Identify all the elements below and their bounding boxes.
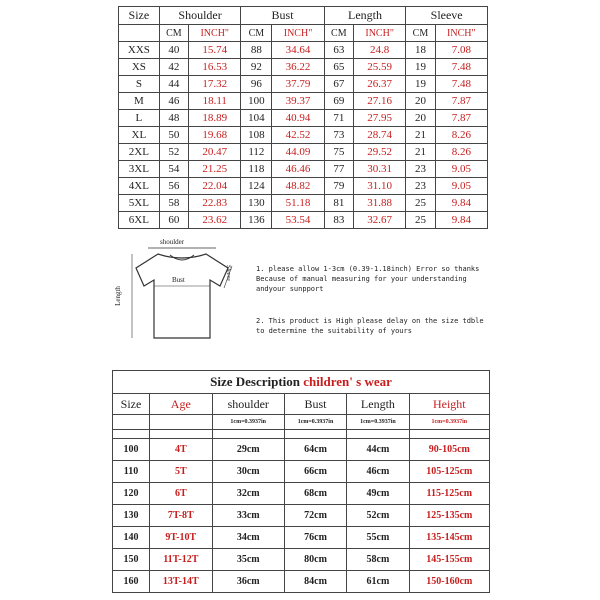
spacer-cell (113, 430, 150, 439)
cell-sleeve-cm: 21 (406, 144, 435, 161)
cell-height: 135-145cm (409, 527, 489, 549)
cell-shoulder-inch: 23.62 (189, 212, 241, 229)
unit-cm: CM (159, 25, 188, 42)
cell-length-inch: 27.95 (354, 110, 406, 127)
cell-length-inch: 29.52 (354, 144, 406, 161)
cell-shoulder-cm: 54 (159, 161, 188, 178)
cell-bust-inch: 40.94 (272, 110, 324, 127)
cell-sleeve-cm: 21 (406, 127, 435, 144)
cell-bust-cm: 104 (241, 110, 272, 127)
cell-shoulder-cm: 52 (159, 144, 188, 161)
children-table-row (113, 505, 490, 527)
cell-height: 150-160cm (409, 571, 489, 593)
unit-inch: INCH" (435, 25, 487, 42)
cell-sleeve-inch: 7.87 (435, 93, 487, 110)
tshirt-icon (120, 238, 245, 348)
header-shoulder: Shoulder (159, 7, 241, 25)
cell-sleeve-inch: 8.26 (435, 144, 487, 161)
cell-bust-inch: 36.22 (272, 59, 324, 76)
cell-length-cm: 73 (324, 127, 353, 144)
cell-length-cm: 65 (324, 59, 353, 76)
cell-bust-inch: 34.64 (272, 42, 324, 59)
cell-length-cm: 67 (324, 76, 353, 93)
cell-size: 100 (113, 439, 150, 461)
cell-height: 115-125cm (409, 483, 489, 505)
cell-bust-cm: 92 (241, 59, 272, 76)
cell-bust-cm: 88 (241, 42, 272, 59)
unit-inch: INCH" (189, 25, 241, 42)
cell-bust: 76cm (284, 527, 346, 549)
diagram-label-sleeve: Sleeve (225, 265, 231, 281)
conversion-length: 1cm=0.3937in (347, 415, 409, 430)
header-length: Length (324, 7, 406, 25)
conversion-blank (113, 415, 150, 430)
cell-shoulder-cm: 42 (159, 59, 188, 76)
cell-size: S (119, 76, 160, 93)
note-error-allowance: 1. please allow 1-3cm (0.39-1.18inch) Error so thanks Because of manual measuring for your understanding andyour sunpport (256, 265, 480, 293)
unit-inch: INCH" (272, 25, 324, 42)
cell-age: 4T (149, 439, 212, 461)
conversion-height: 1cm=0.3937in (409, 415, 489, 430)
children-table-row (113, 461, 490, 483)
cell-size: 120 (113, 483, 150, 505)
adult-table-row (119, 178, 488, 195)
cell-bust-cm: 108 (241, 127, 272, 144)
cell-bust: 72cm (284, 505, 346, 527)
cell-shoulder: 34cm (212, 527, 284, 549)
header-bust: Bust (241, 7, 324, 25)
adult-table-row (119, 161, 488, 178)
cell-length-inch: 30.31 (354, 161, 406, 178)
cell-size: XXS (119, 42, 160, 59)
cell-sleeve-inch: 9.84 (435, 195, 487, 212)
adult-table-row (119, 212, 488, 229)
conversion-shoulder: 1cm=0.3937in (212, 415, 284, 430)
cell-length: 58cm (347, 549, 409, 571)
cell-sleeve-cm: 20 (406, 110, 435, 127)
spacer-cell (212, 430, 284, 439)
adult-table-row (119, 127, 488, 144)
cell-height: 145-155cm (409, 549, 489, 571)
cell-bust-cm: 118 (241, 161, 272, 178)
adult-size-table (118, 6, 488, 229)
cell-length-inch: 25.59 (354, 59, 406, 76)
cell-sleeve-cm: 25 (406, 195, 435, 212)
cell-length-inch: 24.8 (354, 42, 406, 59)
cell-sleeve-inch: 7.48 (435, 59, 487, 76)
cell-shoulder-cm: 48 (159, 110, 188, 127)
cell-sleeve-inch: 7.08 (435, 42, 487, 59)
children-conversion-row (113, 415, 490, 430)
cell-bust-inch: 51.18 (272, 195, 324, 212)
cell-size: 150 (113, 549, 150, 571)
cell-length-inch: 26.37 (354, 76, 406, 93)
cell-size: 6XL (119, 212, 160, 229)
cell-sleeve-cm: 23 (406, 161, 435, 178)
adult-unit-row (119, 25, 488, 42)
cell-height: 125-135cm (409, 505, 489, 527)
adult-table-body (119, 42, 488, 229)
cell-shoulder-inch: 19.68 (189, 127, 241, 144)
cell-bust-inch: 39.37 (272, 93, 324, 110)
children-table-title (113, 371, 490, 394)
cell-length-cm: 83 (324, 212, 353, 229)
tshirt-measurement-diagram (113, 238, 245, 348)
cell-size: XL (119, 127, 160, 144)
cell-length: 55cm (347, 527, 409, 549)
children-header-row (113, 394, 490, 415)
cell-shoulder-cm: 56 (159, 178, 188, 195)
cell-bust-inch: 37.79 (272, 76, 324, 93)
cell-shoulder-cm: 44 (159, 76, 188, 93)
size-notes (256, 264, 496, 358)
cell-shoulder: 29cm (212, 439, 284, 461)
cell-shoulder-inch: 22.83 (189, 195, 241, 212)
cell-age: 6T (149, 483, 212, 505)
children-title-row (113, 371, 490, 394)
cell-length-inch: 31.10 (354, 178, 406, 195)
title-text: Size Description (210, 374, 301, 389)
adult-table-row (119, 144, 488, 161)
cell-length-cm: 71 (324, 110, 353, 127)
cell-size: 140 (113, 527, 150, 549)
cell-sleeve-inch: 7.87 (435, 110, 487, 127)
diagram-label-length: Length (113, 286, 122, 306)
adult-header-row (119, 7, 488, 25)
cell-length: 49cm (347, 483, 409, 505)
cell-shoulder-cm: 50 (159, 127, 188, 144)
cell-height: 90-105cm (409, 439, 489, 461)
cell-bust: 66cm (284, 461, 346, 483)
cell-shoulder-cm: 58 (159, 195, 188, 212)
cell-size: 3XL (119, 161, 160, 178)
cell-length-cm: 77 (324, 161, 353, 178)
cell-sleeve-cm: 23 (406, 178, 435, 195)
cell-bust-inch: 53.54 (272, 212, 324, 229)
cell-bust-cm: 112 (241, 144, 272, 161)
cell-height: 105-125cm (409, 461, 489, 483)
cell-age: 11T-12T (149, 549, 212, 571)
unit-cm: CM (406, 25, 435, 42)
cell-size: XS (119, 59, 160, 76)
cell-shoulder-inch: 15.74 (189, 42, 241, 59)
header-height: Height (409, 394, 489, 415)
header-length: Length (347, 394, 409, 415)
cell-bust: 80cm (284, 549, 346, 571)
conversion-bust: 1cm=0.3937in (284, 415, 346, 430)
cell-length-cm: 69 (324, 93, 353, 110)
cell-size: M (119, 93, 160, 110)
cell-sleeve-inch: 9.84 (435, 212, 487, 229)
unit-cm: CM (324, 25, 353, 42)
cell-shoulder: 35cm (212, 549, 284, 571)
adult-table-row (119, 76, 488, 93)
children-table-row (113, 571, 490, 593)
adult-table-row (119, 93, 488, 110)
cell-bust-cm: 96 (241, 76, 272, 93)
spacer-cell (347, 430, 409, 439)
cell-bust-inch: 48.82 (272, 178, 324, 195)
cell-sleeve-inch: 9.05 (435, 161, 487, 178)
spacer-cell (149, 430, 212, 439)
cell-length-cm: 79 (324, 178, 353, 195)
cell-bust-inch: 44.09 (272, 144, 324, 161)
cell-length: 52cm (347, 505, 409, 527)
cell-sleeve-cm: 20 (406, 93, 435, 110)
cell-length-inch: 27.16 (354, 93, 406, 110)
cell-bust: 84cm (284, 571, 346, 593)
diagram-label-shoulder: shoulder (160, 238, 185, 246)
cell-bust-inch: 42.52 (272, 127, 324, 144)
cell-bust-cm: 124 (241, 178, 272, 195)
cell-shoulder-inch: 20.47 (189, 144, 241, 161)
cell-age: 7T-8T (149, 505, 212, 527)
unit-cm: CM (241, 25, 272, 42)
cell-bust-cm: 100 (241, 93, 272, 110)
cell-shoulder-inch: 16.53 (189, 59, 241, 76)
cell-shoulder-inch: 17.32 (189, 76, 241, 93)
cell-shoulder-inch: 18.89 (189, 110, 241, 127)
cell-sleeve-inch: 9.05 (435, 178, 487, 195)
spacer-cell (409, 430, 489, 439)
unit-inch: INCH" (354, 25, 406, 42)
cell-size: 110 (113, 461, 150, 483)
children-spacer-row (113, 430, 490, 439)
header-sleeve: Sleeve (406, 7, 488, 25)
diagram-label-bust: Bust (172, 276, 185, 284)
conversion-blank (149, 415, 212, 430)
cell-sleeve-cm: 18 (406, 42, 435, 59)
cell-bust-cm: 130 (241, 195, 272, 212)
children-table-row (113, 439, 490, 461)
cell-bust: 68cm (284, 483, 346, 505)
cell-sleeve-cm: 19 (406, 59, 435, 76)
cell-shoulder: 30cm (212, 461, 284, 483)
header-size: Size (113, 394, 150, 415)
cell-length: 46cm (347, 461, 409, 483)
cell-length-cm: 75 (324, 144, 353, 161)
adult-table-row (119, 195, 488, 212)
cell-size: L (119, 110, 160, 127)
cell-shoulder-inch: 21.25 (189, 161, 241, 178)
cell-shoulder-inch: 22.04 (189, 178, 241, 195)
cell-size: 160 (113, 571, 150, 593)
children-table-body (113, 371, 490, 593)
adult-table-row (119, 110, 488, 127)
adult-table-row (119, 59, 488, 76)
cell-age: 13T-14T (149, 571, 212, 593)
header-bust: Bust (284, 394, 346, 415)
cell-shoulder-cm: 46 (159, 93, 188, 110)
cell-bust: 64cm (284, 439, 346, 461)
spacer-cell (284, 430, 346, 439)
header-shoulder: shoulder (212, 394, 284, 415)
cell-length: 61cm (347, 571, 409, 593)
children-size-table (112, 370, 490, 593)
children-table-row (113, 483, 490, 505)
cell-shoulder-inch: 18.11 (189, 93, 241, 110)
title-text-red: children' s wear (303, 374, 392, 389)
cell-size: 4XL (119, 178, 160, 195)
unit-blank (119, 25, 160, 42)
cell-length-cm: 81 (324, 195, 353, 212)
cell-size: 130 (113, 505, 150, 527)
cell-size: 5XL (119, 195, 160, 212)
note-check-size: 2. This product is High please delay on the size tdble to determine the suitability of yours (256, 317, 484, 335)
adult-table-row (119, 42, 488, 59)
cell-length-inch: 32.67 (354, 212, 406, 229)
cell-bust-cm: 136 (241, 212, 272, 229)
cell-length-cm: 63 (324, 42, 353, 59)
children-table-row (113, 527, 490, 549)
cell-sleeve-cm: 25 (406, 212, 435, 229)
cell-sleeve-cm: 19 (406, 76, 435, 93)
cell-length-inch: 28.74 (354, 127, 406, 144)
header-age: Age (149, 394, 212, 415)
cell-bust-inch: 46.46 (272, 161, 324, 178)
cell-sleeve-inch: 8.26 (435, 127, 487, 144)
cell-age: 5T (149, 461, 212, 483)
cell-sleeve-inch: 7.48 (435, 76, 487, 93)
cell-length: 44cm (347, 439, 409, 461)
cell-shoulder: 32cm (212, 483, 284, 505)
cell-shoulder: 36cm (212, 571, 284, 593)
cell-size: 2XL (119, 144, 160, 161)
cell-shoulder: 33cm (212, 505, 284, 527)
cell-shoulder-cm: 60 (159, 212, 188, 229)
children-table-row (113, 549, 490, 571)
header-size: Size (119, 7, 160, 25)
cell-age: 9T-10T (149, 527, 212, 549)
cell-shoulder-cm: 40 (159, 42, 188, 59)
cell-length-inch: 31.88 (354, 195, 406, 212)
